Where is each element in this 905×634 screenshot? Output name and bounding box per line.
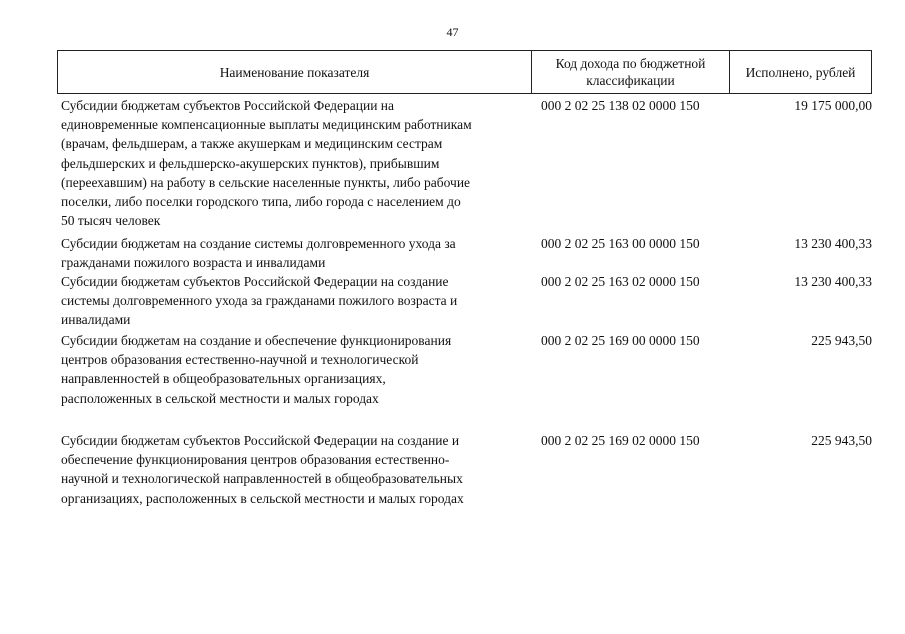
header-amount: Исполнено, рублей	[745, 64, 856, 80]
page-number: 47	[446, 25, 459, 39]
row-amount: 225 943,50	[811, 433, 872, 448]
row-name: Субсидии бюджетам субъектов Российской Федерации на единовременные компенсационные выплаты медицинским работникам (врачам, фельдшерам, а также акушеркам и медицинским сестрам фельдшерских и фельдшерско-акушерских пунктов), прибывшим (переехавшим) на работу в сельские населенные пункты, либо рабочие поселки, либо поселки городского типа, либо города с населением до 50 тысяч человек	[61, 98, 472, 229]
row-code: 000 2 02 25 163 00 0000 150	[541, 236, 700, 251]
row-code: 000 2 02 25 163 02 0000 150	[541, 274, 700, 289]
row-amount: 225 943,50	[811, 333, 872, 348]
row-amount: 13 230 400,33	[794, 236, 872, 251]
row-name: Субсидии бюджетам субъектов Российской Федерации на создание системы долговременного ухода за гражданами пожилого возраста и инвалидами	[61, 274, 458, 328]
row-name: Субсидии бюджетам на создание системы долговременного ухода за гражданами пожилого возраста и инвалидами	[61, 236, 456, 271]
row-name: Субсидии бюджетам на создание и обеспечение функционирования центров образования естественно-научной и технологической направленностей в общеобразовательных организациях, расположенных в сельской местности и малых городах	[61, 333, 452, 406]
row-code: 000 2 02 25 138 02 0000 150	[541, 98, 700, 113]
row-code: 000 2 02 25 169 02 0000 150	[541, 433, 700, 448]
table-header	[57, 50, 872, 94]
row-code: 000 2 02 25 169 00 0000 150	[541, 333, 700, 348]
row-amount: 13 230 400,33	[794, 274, 872, 289]
header-code: Код дохода по бюджетной классификации	[532, 51, 730, 93]
row-amount: 19 175 000,00	[794, 98, 872, 113]
row-name: Субсидии бюджетам субъектов Российской Федерации на создание и обеспечение функционирования центров образования естественно- научной и технологической направленностей в общеобразовательных организациях, расположенных в сельской местности и малых городах	[61, 433, 464, 506]
header-name: Наименование показателя	[58, 51, 532, 93]
